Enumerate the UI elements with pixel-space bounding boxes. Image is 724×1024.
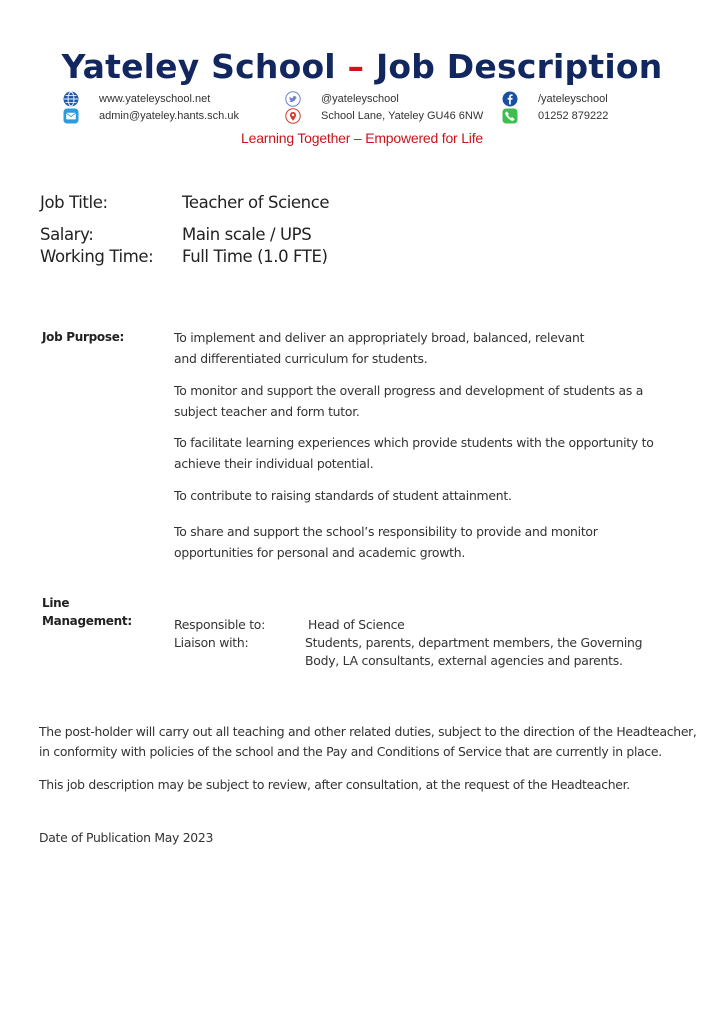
email-contact (63, 108, 239, 124)
purpose-paragraph: To facilitate learning experiences which provide students with the opportunity to achieve their individual potential. (174, 435, 654, 471)
twitter-contact (285, 91, 399, 107)
job-title-value: Teacher of Science (182, 193, 330, 212)
job-purpose-label: Job Purpose: (42, 330, 125, 344)
facebook-icon (502, 91, 518, 107)
purpose-paragraph: To monitor and support the overall progress and development of students as a subject teacher and form tutor. (174, 383, 644, 419)
page-title (0, 46, 724, 88)
working-time-value: Full Time (1.0 FTE) (182, 247, 328, 266)
responsible-to-label: Responsible to: (174, 617, 266, 632)
title-doc-type: Job Description (375, 47, 663, 86)
salary-value: Main scale / UPS (182, 225, 312, 244)
mail-icon (63, 108, 79, 124)
title-school: Yateley School (61, 47, 336, 86)
working-time-label: Working Time: (40, 247, 154, 266)
twitter-icon (285, 91, 301, 107)
address-text: School Lane, Yateley GU46 6NW (321, 110, 484, 122)
line-management-label-line1: Line (42, 596, 70, 610)
globe-icon (63, 91, 79, 107)
phone-icon (502, 108, 518, 124)
duties-paragraph: The post-holder will carry out all teaching and other related duties, subject to the direction of the Headteacher, in conformity with policies of the school and the Pay and Conditions of Service that are currently in place. (39, 724, 697, 759)
purpose-paragraph: To implement and deliver an appropriately broad, balanced, relevant and differentiated curriculum for students. (174, 330, 585, 366)
website-contact (63, 91, 210, 107)
line-management-label-line2: Management: (42, 614, 132, 628)
review-paragraph: This job description may be subject to review, after consultation, at the request of the Headteacher. (39, 777, 630, 792)
address-contact (285, 108, 483, 124)
purpose-paragraph: To contribute to raising standards of student attainment. (174, 488, 512, 503)
location-pin-icon (285, 108, 301, 124)
purpose-paragraph: To share and support the school’s responsibility to provide and monitor opportunities for personal and academic growth. (174, 524, 598, 560)
publication-date: Date of Publication May 2023 (39, 830, 214, 845)
website-text[interactable]: www.yateleyschool.net (99, 93, 211, 105)
facebook-contact (502, 91, 608, 107)
facebook-text[interactable]: /yateleyschool (538, 93, 608, 105)
twitter-text[interactable]: @yateleyschool (321, 93, 399, 105)
phone-text[interactable]: 01252 879222 (538, 110, 609, 122)
job-title-label: Job Title: (40, 193, 108, 212)
phone-contact (502, 108, 608, 124)
school-motto: Learning Together – Empowered for Life (241, 130, 483, 146)
salary-label: Salary: (40, 225, 94, 244)
liaison-with-label: Liaison with: (174, 635, 249, 650)
responsible-to-value: Head of Science (308, 617, 405, 632)
email-text[interactable]: admin@yateley.hants.sch.uk (99, 110, 239, 122)
title-dash: – (347, 47, 365, 86)
liaison-with-value: Students, parents, department members, the Governing Body, LA consultants, external agencies and parents. (305, 635, 643, 668)
